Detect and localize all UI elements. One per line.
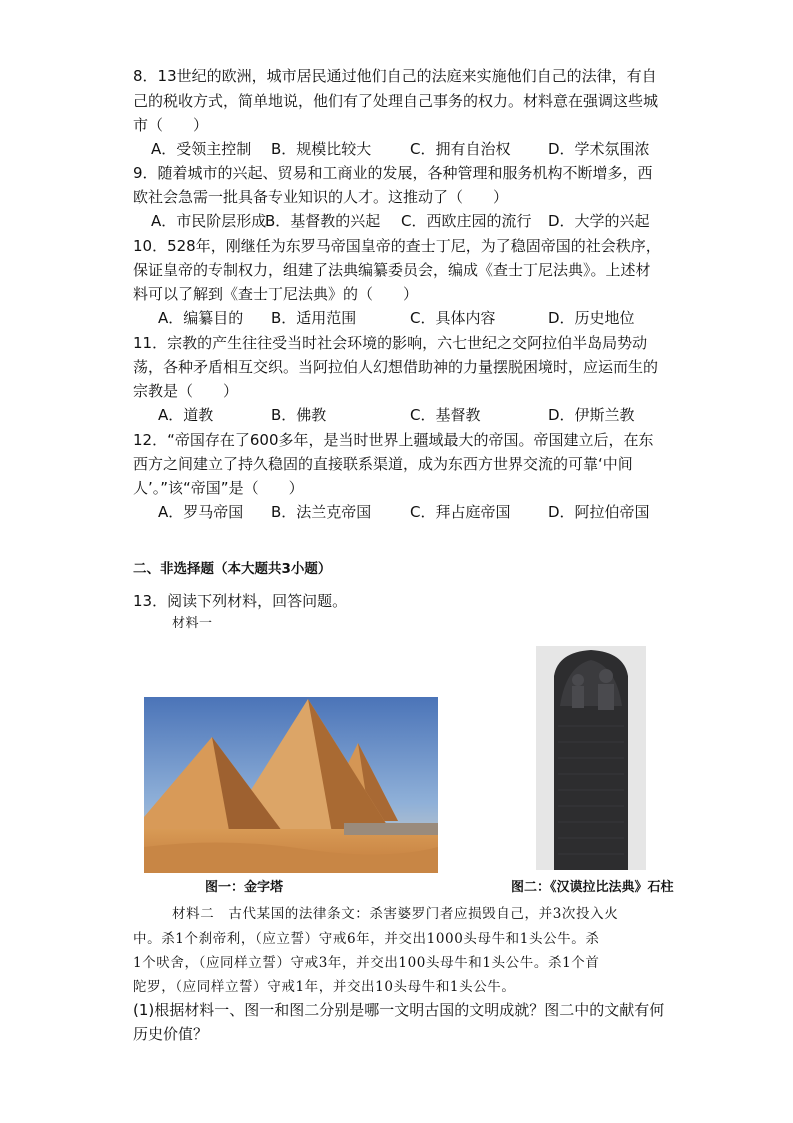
q8-line-2: 己的税收方式，简单地说，他们有了处理自己事务的权力。材料意在强调这些城 — [133, 92, 659, 110]
q9-option-c: C．西欧庄园的流行 — [401, 212, 532, 230]
q13-sub1-line-2: 历史价值？ — [133, 1025, 209, 1043]
q12-option-b: B．法兰克帝国 — [271, 503, 372, 521]
q9-option-b: B．基督教的兴起 — [265, 212, 381, 230]
q8-option-a: A．受领主控制 — [151, 140, 252, 158]
q11-option-b: B．佛教 — [271, 406, 327, 424]
pyramids-image — [144, 697, 438, 873]
material-two-line-1: 材料二 古代某国的法律条文：杀害婆罗门者应损毁自己，并3次投入火 — [172, 906, 619, 922]
q8-option-d: D．学术氛围浓 — [548, 140, 650, 158]
q9-line-1: 9．随着城市的兴起、贸易和工商业的发展，各种管理和服务机构不断增多，西 — [133, 164, 653, 182]
q8-line-3: 市（ ） — [133, 116, 209, 134]
q10-option-a: A．编纂目的 — [158, 309, 244, 327]
q10-option-b: B．适用范围 — [271, 309, 357, 327]
q11-option-a: A．道教 — [158, 406, 214, 424]
material-one-label: 材料一 — [172, 616, 213, 631]
q9-option-d: D．大学的兴起 — [548, 212, 650, 230]
q9-line-2: 欧社会急需一批具备专业知识的人才。这推动了（ ） — [133, 188, 509, 206]
q10-line-2: 保证皇帝的专制权力，组建了法典编纂委员会，编成《查士丁尼法典》。上述材 — [133, 261, 651, 279]
q12-line-1: 12．“帝国存在了600多年，是当时世界上疆域最大的帝国。帝国建立后，在东 — [133, 431, 654, 449]
q8-line-1: 8．13世纪的欧洲，城市居民通过他们自己的法庭来实施他们自己的法律，有自 — [133, 67, 657, 85]
q12-option-d: D．阿拉伯帝国 — [548, 503, 650, 521]
q12-line-3: 人’。”该“帝国”是（ ） — [133, 479, 304, 497]
q11-option-d: D．伊斯兰教 — [548, 406, 635, 424]
q13-intro: 13．阅读下列材料，回答问题。 — [133, 592, 348, 610]
q8-option-b: B．规模比较大 — [271, 140, 372, 158]
figure-two-caption: 图二：《汉谟拉比法典》石柱 — [511, 880, 674, 895]
q10-option-c: C．具体内容 — [410, 309, 496, 327]
q10-option-d: D．历史地位 — [548, 309, 635, 327]
q10-line-1: 10．528年，刚继任为东罗马帝国皇帝的查士丁尼，为了稳固帝国的社会秩序， — [133, 237, 661, 255]
material-two-line-3: 1个吠舍，（应同样立誓）守戒3年，并交出100头母牛和1头公牛。杀1个首 — [133, 955, 600, 971]
q12-option-c: C．拜占庭帝国 — [410, 503, 511, 521]
q12-line-2: 西方之间建立了持久稳固的直接联系渠道，成为东西方世界交流的可靠‘中间 — [133, 455, 633, 473]
figure-one-caption: 图一：金字塔 — [205, 880, 284, 895]
q11-line-1: 11．宗教的产生往往受当时社会环境的影响，六七世纪之交阿拉伯半岛局势动 — [133, 334, 648, 352]
code-of-hammurabi-stele-image — [536, 646, 646, 870]
q11-line-2: 荡，各种矛盾相互交织。当阿拉伯人幻想借助神的力量摆脱困境时，应运而生的 — [133, 358, 659, 376]
q13-sub1-line-1: (1)根据材料一、图一和图二分别是哪一文明古国的文明成就？图二中的文献有何 — [133, 1001, 665, 1019]
q9-option-a: A．市民阶层形成 — [151, 212, 267, 230]
section-heading: 二、非选择题（本大题共3小题） — [133, 561, 332, 577]
q11-option-c: C．基督教 — [410, 406, 481, 424]
q8-option-c: C．拥有自治权 — [410, 140, 511, 158]
q11-line-3: 宗教是（ ） — [133, 382, 239, 400]
material-two-line-4: 陀罗，（应同样立誓）守戒1年，并交出10头母牛和1头公牛。 — [133, 979, 516, 995]
q12-option-a: A．罗马帝国 — [158, 503, 244, 521]
material-two-line-2: 中。杀1个刹帝利，（应立誓）守戒6年，并交出1000头母牛和1头公牛。杀 — [133, 931, 600, 947]
q10-line-3: 料可以了解到《查士丁尼法典》的（ ） — [133, 285, 419, 303]
